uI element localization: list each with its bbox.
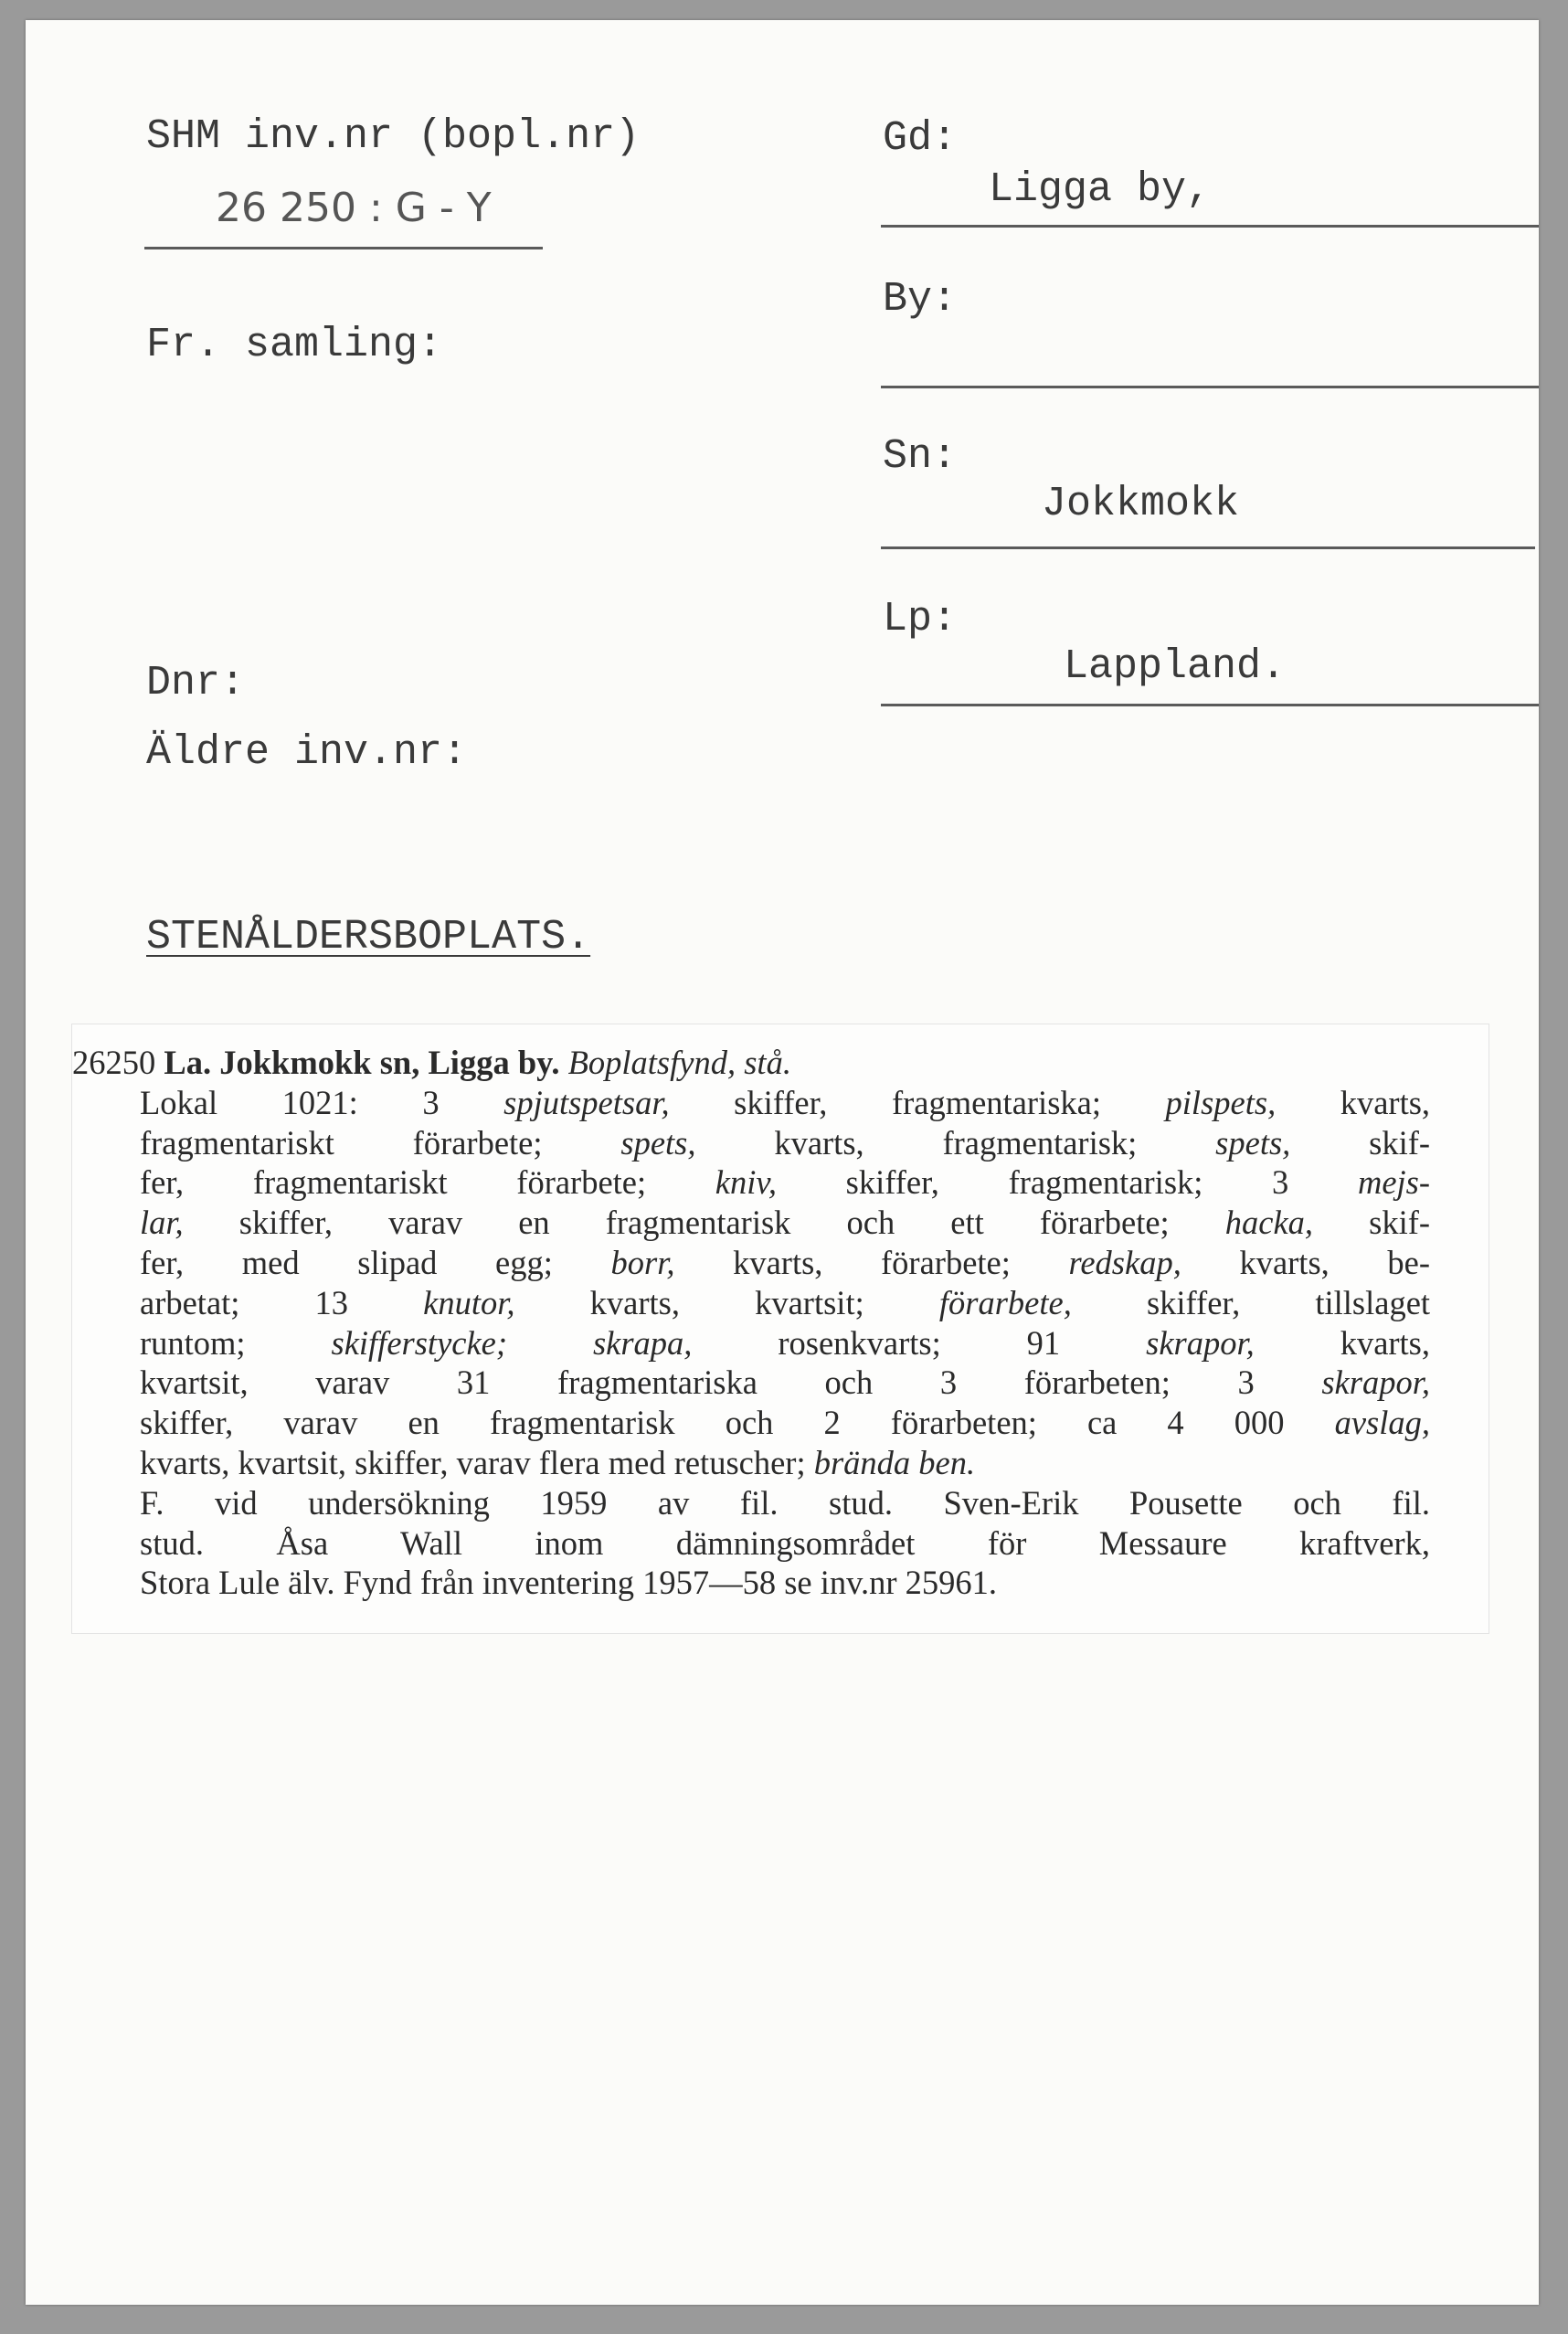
aldre-inv-nr-label: Äldre inv.nr: xyxy=(146,729,468,776)
category-title: STENÅLDERSBOPLATS. xyxy=(146,914,591,960)
catalog-clipping xyxy=(71,1024,1489,1634)
inv-nr-underline xyxy=(144,247,543,249)
dnr-label: Dnr: xyxy=(146,660,246,706)
clipping-line: kvarts, kvartsit, skiffer, varav flera med retuscher; brända ben. xyxy=(140,1443,976,1481)
catalog-card xyxy=(26,20,1539,2305)
clipping-line: skiffer, varav en fragmentarisk och 2 förarbeten; ca 4 000 avslag, xyxy=(140,1404,1431,1442)
lp-value: Lappland. xyxy=(1064,643,1287,690)
gd-value: Ligga by, xyxy=(989,166,1212,213)
fr-samling-label: Fr. samling: xyxy=(146,322,443,368)
by-rule xyxy=(881,386,1539,388)
clipping-line: fer, fragmentariskt förarbete; kniv, skiffer, fragmentarisk; 3 mejs- xyxy=(140,1163,1431,1202)
inv-nr-label: SHM inv.nr (bopl.nr) xyxy=(146,113,641,160)
clipping-line: arbetat; 13 knutor, kvarts, kvartsit; förarbete, skiffer, tillslaget xyxy=(140,1283,1431,1321)
clipping-line: kvartsit, varav 31 fragmentariska och 3 förarbeten; 3 skrapor, xyxy=(140,1363,1430,1402)
clipping-line: stud. Åsa Wall inom dämningsområdet för Messaure kraftverk, xyxy=(140,1523,1430,1562)
clipping-line: fer, med slipad egg; borr, kvarts, förarbete; redskap, kvarts, be- xyxy=(140,1243,1430,1281)
clipping-text xyxy=(72,1043,1431,1603)
lp-rule xyxy=(881,704,1539,706)
lp-label: Lp: xyxy=(883,596,958,642)
gd-label: Gd: xyxy=(883,115,958,162)
sn-label: Sn: xyxy=(883,433,958,480)
gd-rule xyxy=(881,225,1539,228)
clipping-line: lar, skiffer, varav en fragmentarisk och ett förarbete; hacka, skif- xyxy=(140,1204,1431,1242)
clipping-line: fragmentariskt förarbete; spets, kvarts, fragmentarisk; spets, skif- xyxy=(140,1123,1431,1162)
clipping-line: runtom; skifferstycke; skrapa, rosenkvarts; 91 skrapor, kvarts, xyxy=(140,1323,1431,1362)
inv-nr-value: 26 250 : G - Y xyxy=(216,185,492,231)
clipping-line: F. vid undersökning 1959 av fil. stud. Sven-Erik Pousette och fil. xyxy=(140,1483,1430,1522)
clipping-line: Lokal 1021: 3 spjutspetsar, skiffer, fragmentariska; pilspets, kvarts, xyxy=(140,1083,1431,1121)
clipping-line: 26250 La. Jokkmokk sn, Ligga by. Boplatsfynd, stå. xyxy=(72,1044,791,1081)
by-label: By: xyxy=(883,276,958,323)
sn-rule xyxy=(881,546,1535,549)
sn-value: Jokkmokk xyxy=(1042,481,1240,527)
clipping-line: Stora Lule älv. Fynd från inventering 1957—58 se inv.nr 25961. xyxy=(140,1564,998,1602)
